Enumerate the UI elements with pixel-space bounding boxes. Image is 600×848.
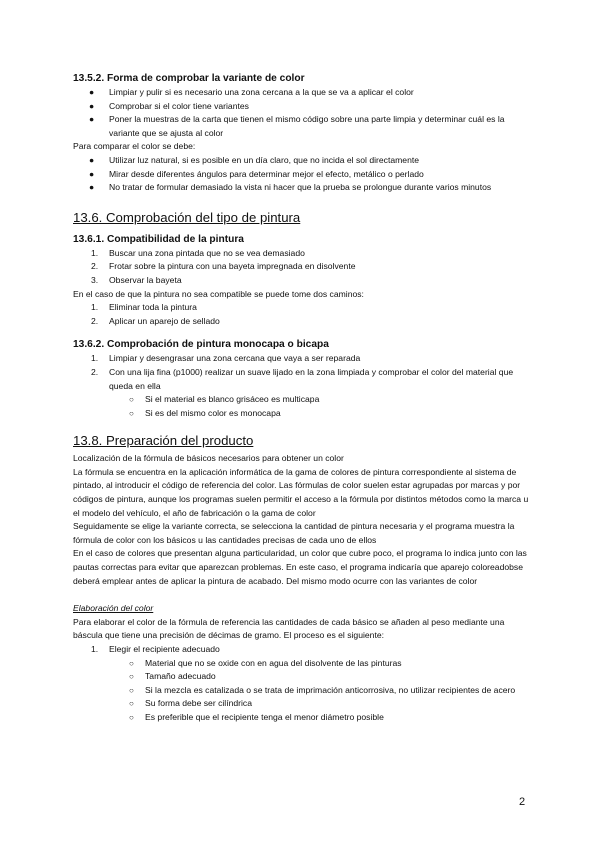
list-item <box>73 113 533 140</box>
list-item <box>73 168 533 182</box>
sub-bullet-list <box>73 657 533 725</box>
list-item-text: Limpiar y pulir si es necesario una zona cercana a la que se va a aplicar el color <box>109 87 414 97</box>
list-item-text: Utilizar luz natural, si es posible en un día claro, que no incida el sol directamente <box>109 154 420 165</box>
list-item-text: No tratar de formular demasiado la vista ni hacer que la prueba se prolongue durante varios minutos <box>109 182 492 193</box>
paragraph: Localización de la fórmula de básicos necesarios para obtener un color <box>73 453 344 464</box>
bullet-icon: ● <box>89 100 95 111</box>
list-item-text: Tamaño adecuado <box>145 671 216 682</box>
bullet-icon: ● <box>89 168 95 179</box>
list-item <box>73 393 533 407</box>
subsection-heading-elaboracion: Elaboración del color <box>73 603 154 614</box>
list-item <box>73 711 533 725</box>
section-heading-13-6-2: 13.6.2. Comprobación de pintura monocapa o bicapa <box>73 339 329 351</box>
paragraph: La fórmula se encuentra en la aplicación informática de la gama de colores de pintura correspondiente al sistema de pintado, al introducir el código de referencia del color. Las fórmulas de color suelen estar agrupadas por marcas y por códigos de pintura, aunque los programas suelen permitir el acceso a la fórmula por distintos métodos como la marca u el modelo del vehículo, el año de fabricación o la gama de color <box>73 466 529 518</box>
list-item-text: Limpiar y desengrasar una zona cercana que vaya a ser reparada <box>109 353 361 364</box>
sub-bullet-list <box>73 393 533 420</box>
list-item-text: Comprobar si el color tiene variantes <box>109 100 249 111</box>
list-item <box>73 86 533 100</box>
list-item <box>73 181 533 195</box>
circle-bullet-icon: ○ <box>129 408 134 418</box>
list-number: 1. <box>91 247 99 258</box>
list-item <box>73 670 533 684</box>
list-item-text: Si es del mismo color es monocapa <box>145 407 281 418</box>
numbered-list <box>73 352 533 393</box>
list-item-text: Si el material es blanco grisáceo es multicapa <box>145 394 320 405</box>
list-item <box>73 247 533 261</box>
bullet-icon: ● <box>89 154 95 165</box>
list-number: 3. <box>91 274 99 285</box>
bullet-icon: ● <box>89 182 95 193</box>
list-item <box>73 260 533 274</box>
list-item <box>73 684 533 698</box>
paragraph: En el caso de que la pintura no sea compatible se puede tome dos caminos: <box>73 288 364 299</box>
list-number: 2. <box>91 261 99 272</box>
list-item <box>73 154 533 168</box>
list-item-text: Eliminar toda la pintura <box>109 302 197 313</box>
circle-bullet-icon: ○ <box>129 699 134 709</box>
list-item <box>73 352 533 366</box>
numbered-list <box>73 301 533 328</box>
circle-bullet-icon: ○ <box>129 712 134 722</box>
paragraph: En el caso de colores que presentan alguna particularidad, un color que cubre poco, el programa lo indica junto con las pautas correctas para evitar que aparezcan problemas. En este caso, el programa indicaría que aparejo coloreadobse deberá emplear antes de aplicar la pintura de acabado. Del mismo modo ocurre con las variantes de color <box>73 548 527 586</box>
paragraph: Para comparar el color se debe: <box>73 141 196 152</box>
list-number: 1. <box>91 644 99 654</box>
list-number: 2. <box>91 366 99 377</box>
list-item <box>73 315 533 329</box>
list-item <box>73 366 533 393</box>
numbered-list <box>73 643 533 657</box>
circle-bullet-icon: ○ <box>129 685 134 695</box>
list-number: 2. <box>91 315 99 326</box>
section-heading-13-6: 13.6. Comprobación del tipo de pintura <box>73 209 301 225</box>
bullet-list <box>73 86 533 140</box>
paragraph: Seguidamente se elige la variante correcta, se selecciona la cantidad de pintura necesaria y el programa muestra la fórmula de color con los básicos u las cantidades precisas de cada uno de ellos <box>73 521 515 545</box>
list-item <box>73 100 533 114</box>
paragraph: Para elaborar el color de la fórmula de referencia las cantidades de cada básico se añaden al peso mediante una báscula que tiene una precisión de décimas de gramo. El proceso es el siguiente: <box>73 616 505 641</box>
section-heading-13-8: 13.8. Preparación del producto <box>73 433 254 449</box>
bullet-icon: ● <box>89 87 95 97</box>
list-item-text: Material que no se oxide con en agua del disolvente de las pinturas <box>145 657 402 668</box>
circle-bullet-icon: ○ <box>129 395 134 405</box>
list-item-text: Es preferible que el recipiente tenga el menor diámetro posible <box>145 711 384 722</box>
list-item <box>73 301 533 315</box>
list-item-text: Su forma debe ser cilíndrica <box>145 698 252 709</box>
section-heading-13-5-2: 13.5.2. Forma de comprobar la variante de color <box>73 73 305 84</box>
list-number: 1. <box>91 353 99 364</box>
numbered-list <box>73 247 533 288</box>
list-item-text: Frotar sobre la pintura con una bayeta impregnada en disolvente <box>109 261 356 272</box>
list-item <box>73 643 533 657</box>
list-item-text: Aplicar un aparejo de sellado <box>109 315 220 326</box>
page-number: 2 <box>519 796 526 808</box>
list-number: 1. <box>91 302 99 313</box>
circle-bullet-icon: ○ <box>129 672 134 682</box>
list-item-text: Mirar desde diferentes ángulos para determinar mejor el efecto, metálico o perlado <box>109 168 424 179</box>
list-item <box>73 274 533 288</box>
list-item-text: Observar la bayeta <box>109 274 182 285</box>
bullet-icon: ● <box>89 114 95 125</box>
list-item-text: Poner la muestras de la carta que tienen el mismo código sobre una parte limpia y determinar cuál es la variante que se ajusta al color <box>109 114 505 138</box>
list-item-text: Con una lija fina (p1000) realizar un suave lijado en la zona limpiada y comprobar el color del material que queda en ella <box>109 366 514 391</box>
circle-bullet-icon: ○ <box>129 658 134 668</box>
list-item <box>73 407 533 421</box>
section-heading-13-6-1: 13.6.1. Compatibilidad de la pintura <box>73 233 244 245</box>
list-item <box>73 657 533 671</box>
list-item <box>73 697 533 711</box>
bullet-list <box>73 154 533 195</box>
document-page <box>73 68 533 725</box>
list-item-text: Elegir el recipiente adecuado <box>109 644 220 654</box>
list-item-text: Buscar una zona pintada que no se vea demasiado <box>109 247 305 258</box>
list-item-text: Si la mezcla es catalizada o se trata de imprimación anticorrosiva, no utilizar recipientes de acero <box>145 684 516 695</box>
